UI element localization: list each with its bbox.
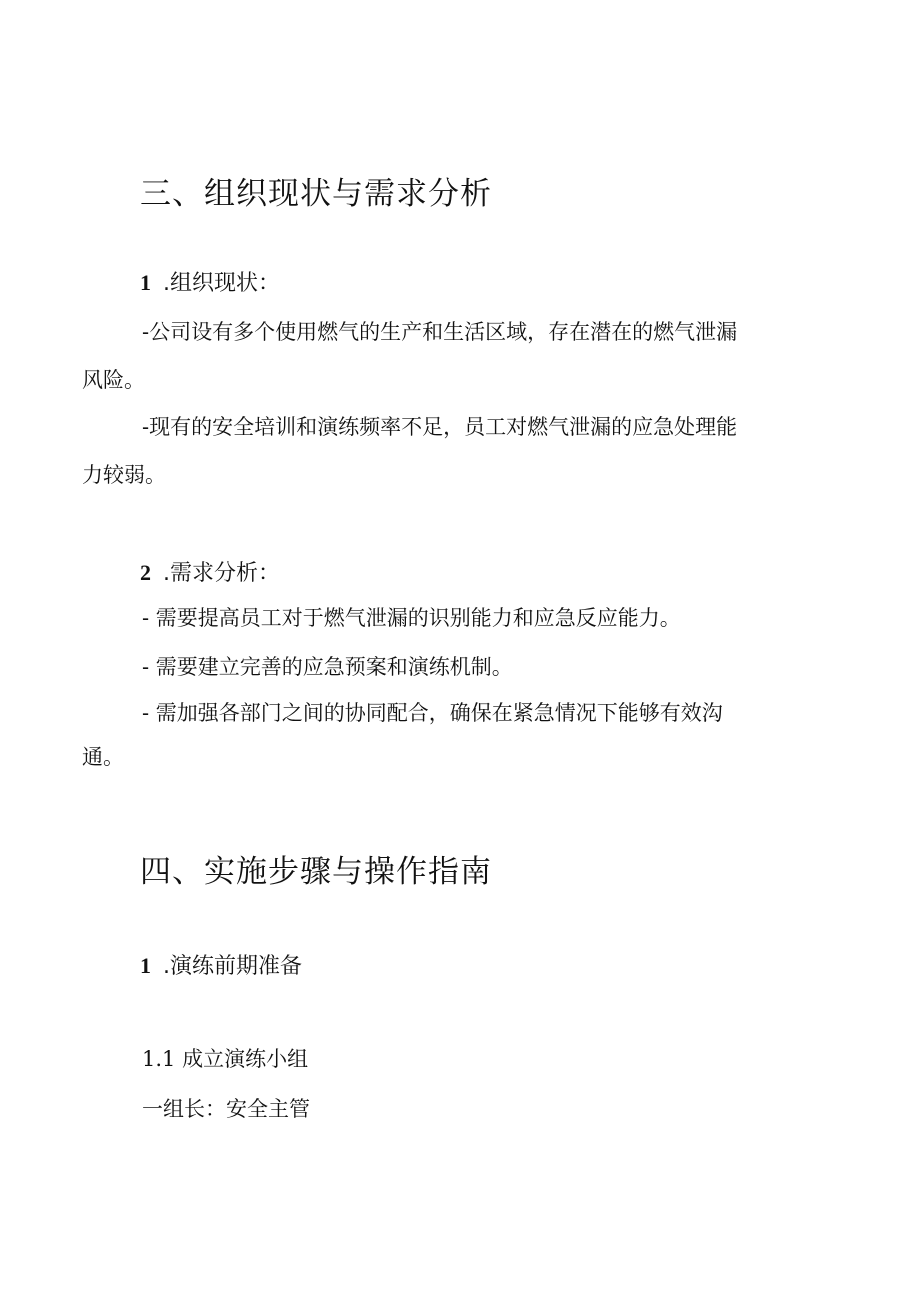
paragraph-line: 风险。 [82,368,145,392]
list-item: - 需要提高员工对于燃气泄漏的识别能力和应急反应能力。 [142,606,681,630]
section-heading-4: 四、实施步骤与操作指南 [140,854,492,890]
list-item-continuation: 通。 [82,745,124,769]
section-heading-3: 三、组织现状与需求分析 [140,176,492,212]
subheading-label: .演练前期准备 [163,954,302,979]
list-item: - 需加强各部门之间的协同配合，确保在紧急情况下能够有效沟 [142,701,723,725]
subheading-drill-preparation [140,949,302,980]
list-item: 一组长：安全主管 [142,1097,310,1121]
subheading-needs-analysis [140,556,280,587]
subheading-organization-status [140,266,280,297]
paragraph-line: 力较弱。 [82,463,166,487]
list-item: - 需要建立完善的应急预案和演练机制。 [142,655,513,679]
paragraph-line: -公司设有多个使用燃气的生产和生活区域，存在潜在的燃气泄漏 [142,320,738,344]
subheading-number: 2 [140,560,151,585]
subsection-title: 1.1 成立演练小组 [142,1047,309,1071]
subheading-number: 1 [140,270,151,295]
subheading-number: 1 [140,953,151,978]
subheading-label: .组织现状： [163,271,280,296]
paragraph-line: -现有的安全培训和演练频率不足，员工对燃气泄漏的应急处理能 [142,415,738,439]
subheading-label: .需求分析： [163,561,280,586]
